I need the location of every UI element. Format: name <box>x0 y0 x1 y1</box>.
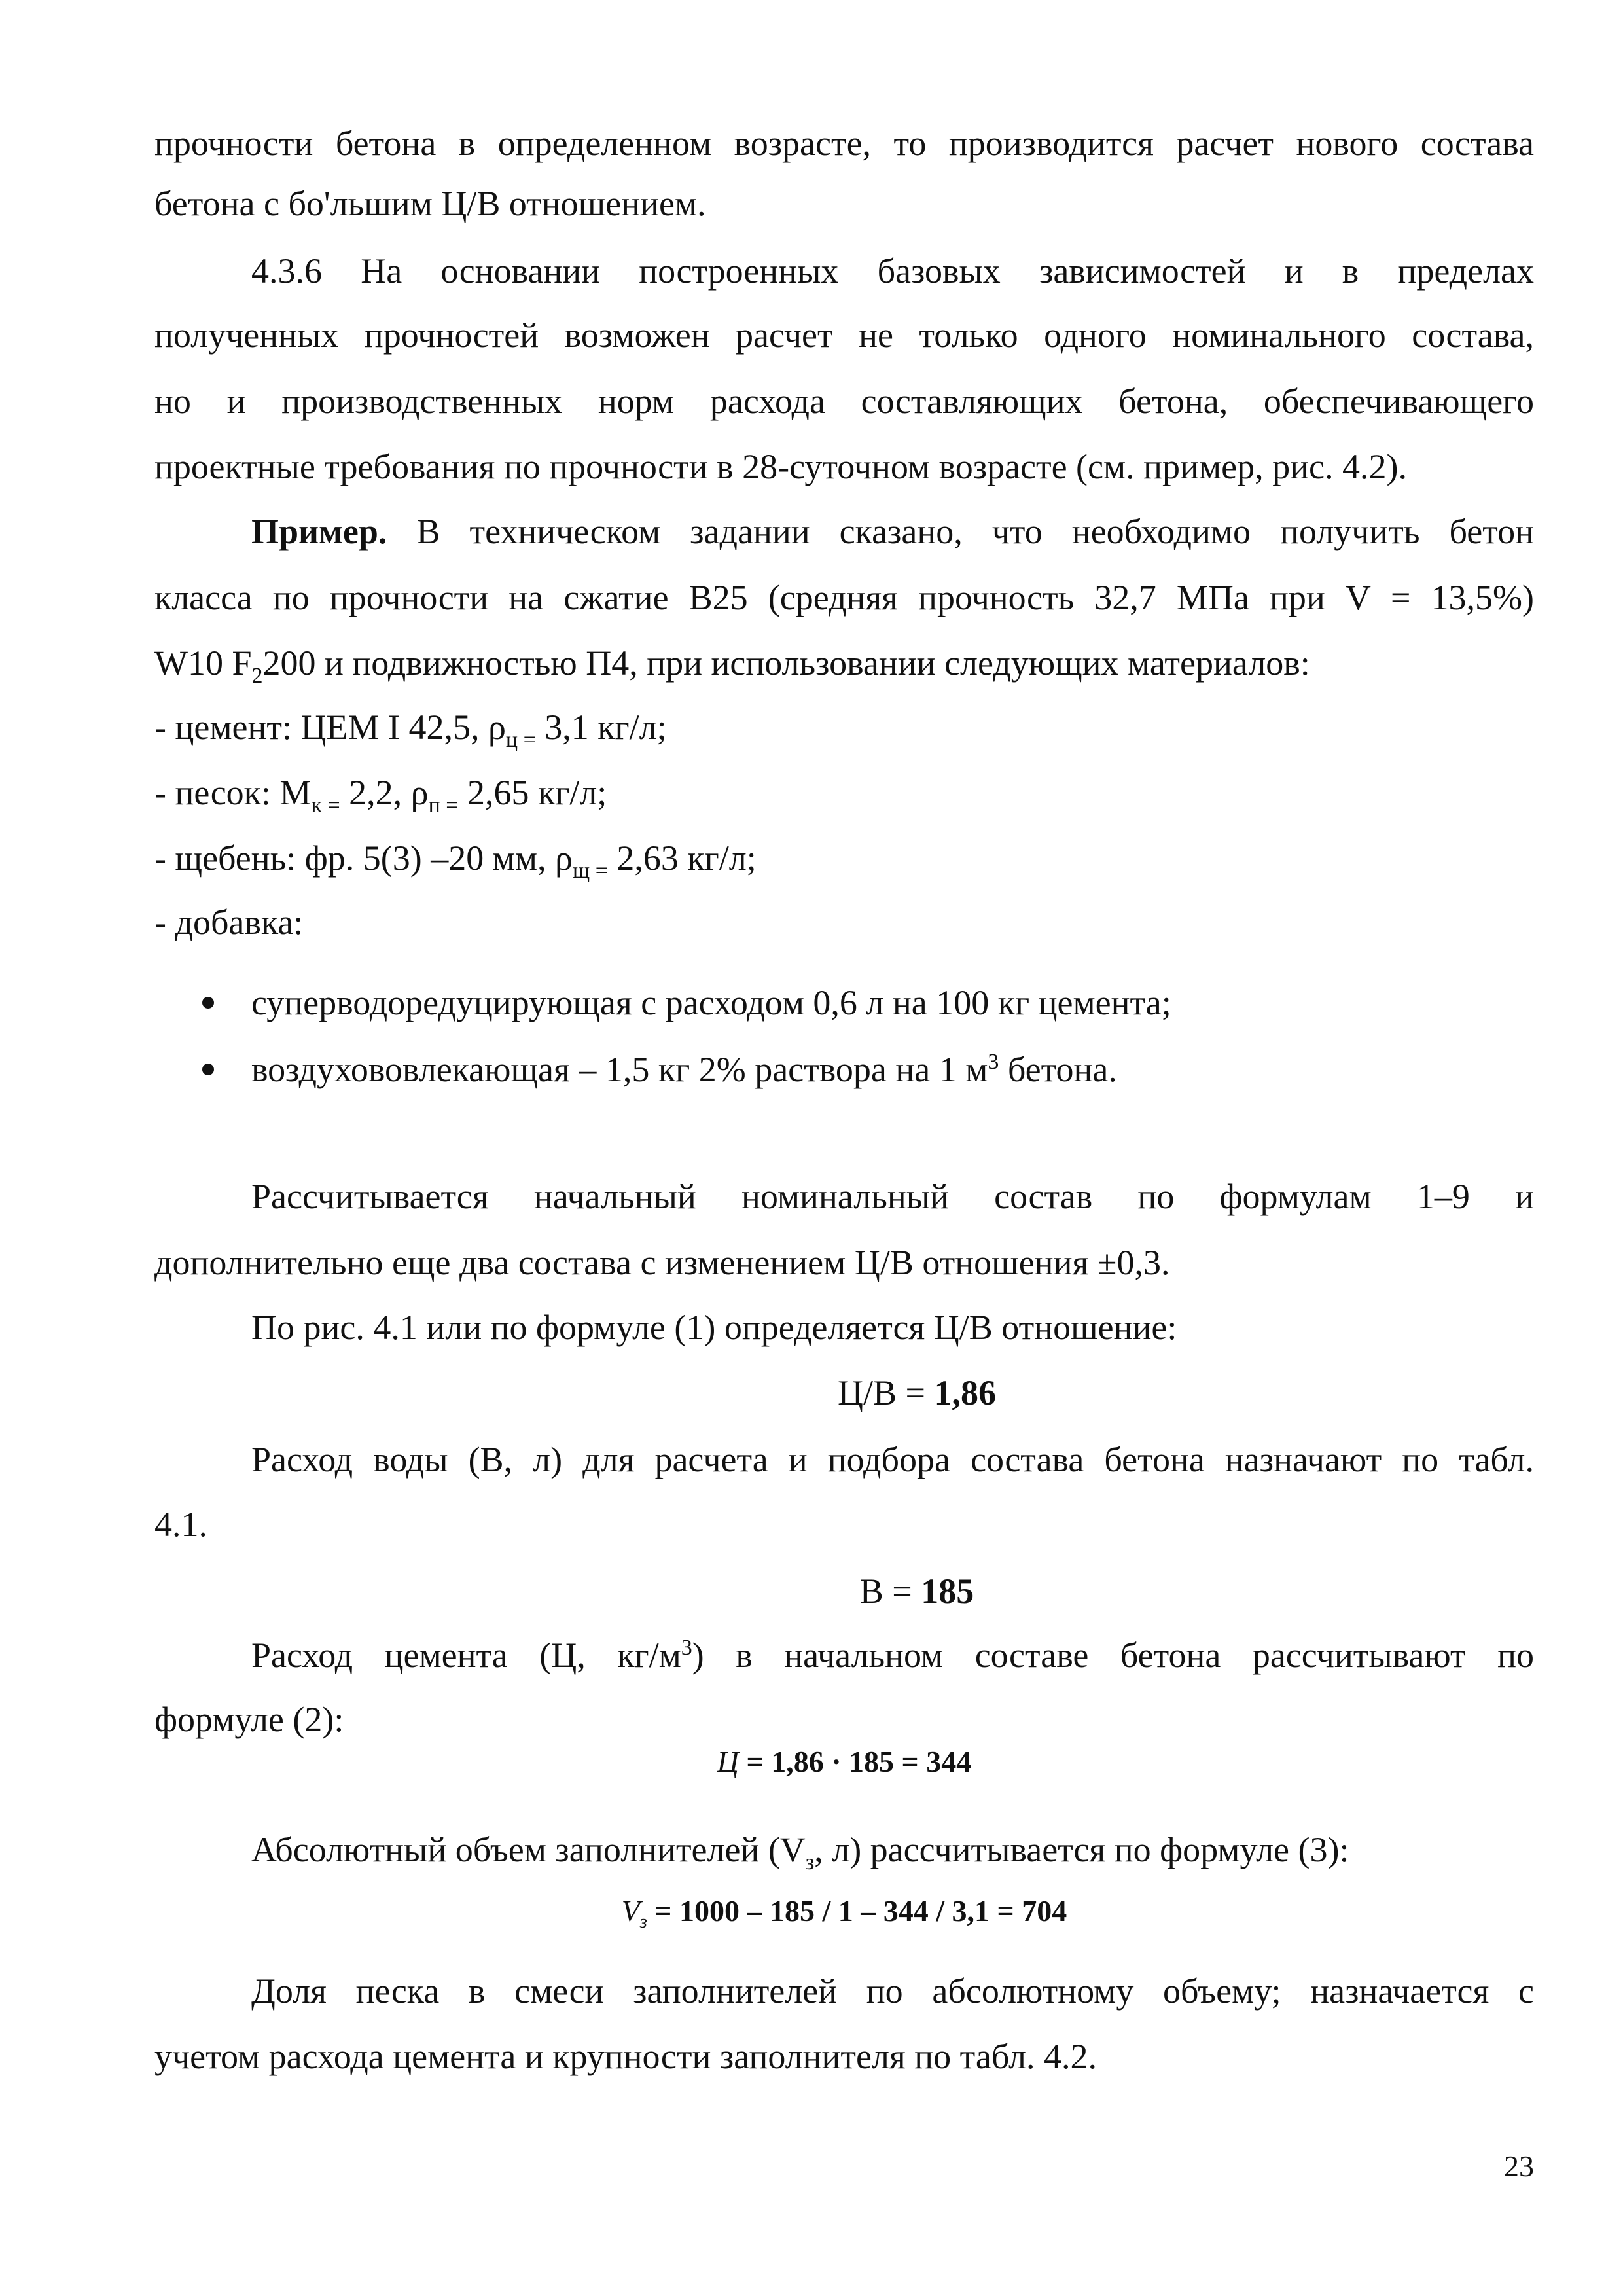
subscript: ц = <box>505 727 536 752</box>
text-fragment: - цемент: ЦЕМ I 42,5, ρ <box>154 708 506 747</box>
material-cement <box>154 706 667 752</box>
text-fragment: 200 и подвижностью П4, при использовании следующих материалов: <box>262 643 1310 683</box>
example-text: В техническом задании сказано, что необходимо получить бетон <box>387 512 1534 551</box>
text-line: формуле (2): <box>154 1700 344 1739</box>
subscript: 2 <box>251 663 263 688</box>
text-line: Доля песка в смеси заполнителей по абсолютному объему; назначается с <box>251 1971 1534 2011</box>
subscript: з <box>639 1912 647 1933</box>
result-label: В = <box>859 1571 921 1611</box>
cw-ratio-result <box>154 1372 1623 1414</box>
text-line: По рис. 4.1 или по формуле (1) определяется Ц/В отношение: <box>251 1308 1177 1347</box>
formula-variable: Ц <box>717 1745 739 1778</box>
text-line: полученных прочностей возможен расчет не только одного номинального состава, <box>154 315 1534 355</box>
text-line: проектные требования по прочности в 28-суточном возрасте (см. пример, рис. 4.2). <box>154 447 1407 486</box>
formula-expression: = 1000 – 185 / 1 – 344 / 3,1 = 704 <box>647 1894 1067 1928</box>
subscript: к = <box>311 793 340 817</box>
water-result <box>154 1570 1623 1612</box>
formula-cement <box>154 1744 1534 1780</box>
material-sand <box>154 772 607 817</box>
text-line: 4.1. <box>154 1505 207 1544</box>
formula-variable: V <box>621 1894 640 1928</box>
text-line: прочности бетона в определенном возрасте, то производится расчет нового состава <box>154 124 1534 163</box>
superscript: 3 <box>988 1050 999 1074</box>
text-line: 4.3.6 На основании построенных базовых зависимостей и в пределах <box>251 251 1534 291</box>
subscript: з <box>805 1850 815 1874</box>
text-fragment: бетона. <box>999 1050 1117 1089</box>
material-additive: - добавка: <box>154 903 304 942</box>
bullet-item <box>251 1049 1117 1090</box>
formula-aggregate-volume <box>154 1893 1534 1933</box>
text-fragment: Расход цемента (Ц, кг/м <box>251 1636 681 1675</box>
result-value: 185 <box>921 1571 974 1611</box>
text-line: класса по прочности на сжатие В25 (средняя прочность 32,7 МПа при V = 13,5%) <box>154 578 1534 617</box>
text-fragment: 3,1 кг/л; <box>535 708 667 747</box>
text-line <box>251 1829 1349 1874</box>
result-label: Ц/В = <box>838 1373 935 1412</box>
material-gravel <box>154 837 757 883</box>
bullet-icon <box>202 1064 214 1075</box>
text-fragment: Абсолютный объем заполнителей (V <box>251 1830 806 1869</box>
subscript: щ = <box>573 858 608 883</box>
text-fragment: воздухововлекающая – 1,5 кг 2% раствора на 1 м <box>251 1050 988 1089</box>
formula-expression: = 1,86 · 185 = 344 <box>738 1745 972 1778</box>
page-number: 23 <box>1504 2149 1534 2183</box>
text-line: бетона с бо'льшим Ц/В отношением. <box>154 184 706 223</box>
text-line <box>154 642 1310 688</box>
text-line: учетом расхода цемента и крупности заполнителя по табл. 4.2. <box>154 2037 1097 2076</box>
text-fragment: , л) рассчитывается по формуле (3): <box>814 1830 1349 1869</box>
bullet-item: суперводоредуцирующая с расходом 0,6 л на 100 кг цемента; <box>251 983 1171 1022</box>
text-line: Рассчитывается начальный номинальный состав по формулам 1–9 и <box>251 1177 1534 1216</box>
text-fragment: 2,2, ρ <box>340 773 429 812</box>
text-fragment: - щебень: фр. 5(3) –20 мм, ρ <box>154 838 573 878</box>
subscript: п = <box>428 793 459 817</box>
bullet-icon <box>202 997 214 1009</box>
example-label: Пример. <box>251 512 387 551</box>
text-line: дополнительно еще два состава с изменением Ц/В отношения ±0,3. <box>154 1243 1170 1282</box>
text-fragment: W10 F <box>154 643 252 683</box>
text-line <box>251 1634 1534 1676</box>
text-fragment: ) в начальном составе бетона рассчитывают по <box>692 1636 1534 1675</box>
text-line: но и производственных норм расхода составляющих бетона, обеспечивающего <box>154 382 1534 421</box>
text-fragment: - песок: М <box>154 773 312 812</box>
text-fragment: 2,63 кг/л; <box>607 838 757 878</box>
superscript: 3 <box>681 1636 692 1660</box>
example-line <box>251 511 1534 552</box>
text-line: Расход воды (В, л) для расчета и подбора состава бетона назначают по табл. <box>251 1440 1534 1479</box>
text-fragment: 2,65 кг/л; <box>458 773 607 812</box>
result-value: 1,86 <box>934 1373 996 1412</box>
